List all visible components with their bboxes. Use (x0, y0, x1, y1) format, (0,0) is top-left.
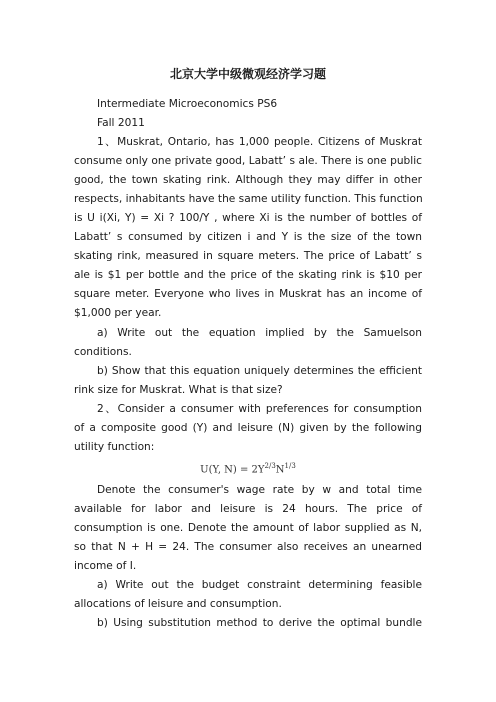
question-1a: a) Write out the equation implied by the Samuelson (97, 327, 422, 339)
text-line: income of I. (74, 560, 137, 572)
text-line: skating rink, measured in square meters. The price of Labatt’ s (74, 250, 422, 262)
text-line: conditions. (74, 346, 132, 358)
question-1b: b) Show that this equation uniquely determines the efficient (97, 365, 422, 377)
text-line: of a composite good (Y) and leisure (N) given by the following (74, 422, 422, 434)
question-2a: a) Write out the budget constraint determining feasible (97, 579, 422, 591)
text-line: respects, inhabitants have the same utility function. This function (74, 193, 423, 205)
text-line: utility function: (74, 441, 155, 453)
text-line: square meter. Everyone who lives in Muskrat has an income of (74, 288, 422, 300)
text-line: Labatt’ s consumed by citizen i and Y is the size of the town (74, 231, 422, 243)
question-2b: b) Using substitution method to derive the optimal bundle (97, 617, 422, 629)
text-line: good, the town skating rink. Although they may differ in other (74, 174, 422, 186)
text-line: ale is $1 per bottle and the price of the skating rink is $10 per (74, 269, 422, 281)
text-line: consumption is one. Denote the amount of labor supplied as N, (74, 522, 422, 534)
text-line: rink size for Muskrat. What is that size? (74, 384, 283, 396)
text-line: 1、Muskrat, Ontario, has 1,000 people. Citizens of Muskrat (97, 136, 422, 148)
text-line: is U i(Xi, Y) = Xi ? 100/Y , where Xi is the number of bottles of (74, 212, 422, 224)
text-line: so that N + H = 24. The consumer also receives an unearned (74, 541, 422, 553)
text-line: consume only one private good, Labatt’ s ale. There is one public (74, 155, 422, 167)
text-line: Denote the consumer's wage rate by w and total time (97, 484, 422, 496)
text-line: available for labor and leisure is 24 hours. The price of (74, 503, 422, 515)
page-title: 北京大学中级微观经济学习题 (169, 67, 326, 81)
utility-formula: U(Y, $N) = 2Y^{2/3}N^{1/3}$ (200, 462, 296, 476)
text-line: $1,000 per year. (74, 307, 162, 319)
course-heading: Intermediate Microeconomics PS6 (97, 98, 278, 110)
question-2: 2、Consider a consumer with preferences for consumption (97, 403, 422, 415)
text-line: allocations of leisure and consumption. (74, 598, 282, 610)
term-heading: Fall 2011 (97, 117, 145, 129)
